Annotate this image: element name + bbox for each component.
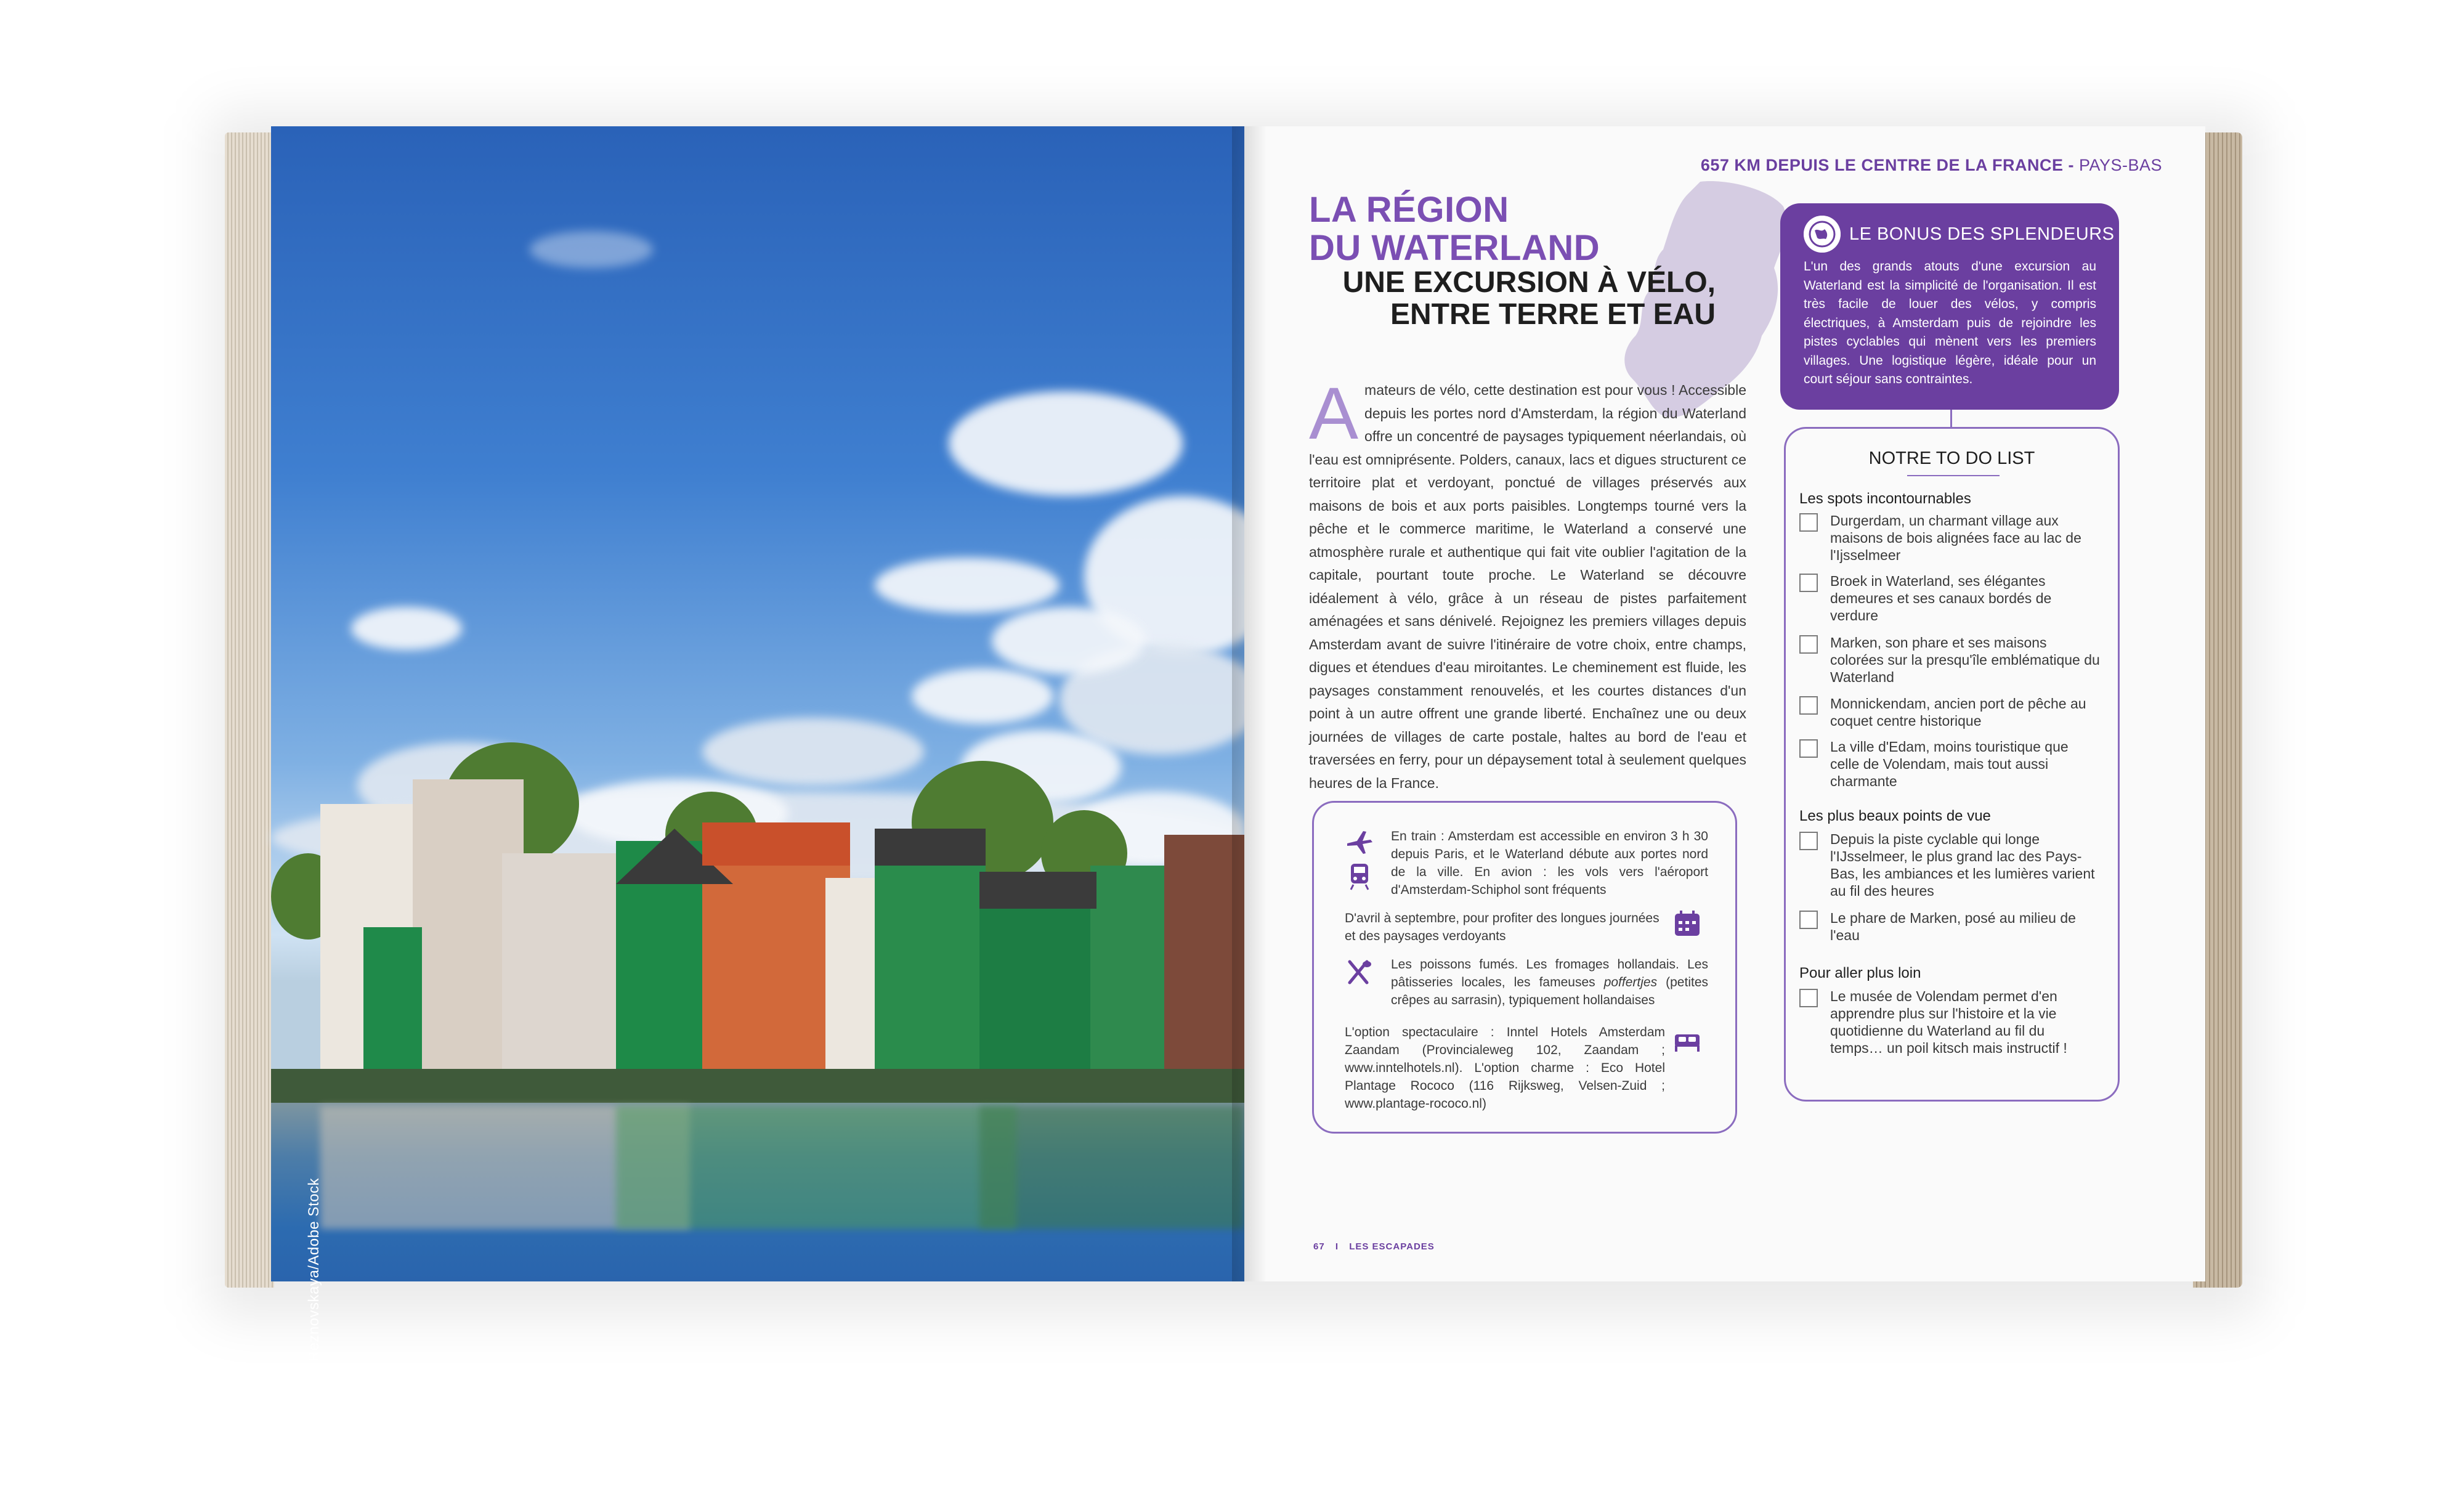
footer-section: LES ESCAPADES <box>1349 1241 1435 1252</box>
food-info-text: Les poissons fumés. Les fromages hollandais. Les pâtisseries locales, les fameuses <box>1391 957 1708 989</box>
cloud <box>949 391 1183 496</box>
left-page-photo <box>271 126 1244 1423</box>
plane-icon <box>1345 827 1374 857</box>
globe-icon <box>1804 216 1841 253</box>
shore <box>271 1069 1244 1106</box>
todo-item-text: Monnickendam, ancien port de pêche au coquet centre historique <box>1830 696 2086 729</box>
food-info-text-end: (petites crêpes au sarrasin), typiquement hollandaises <box>1391 975 1708 1007</box>
bed-icon <box>1672 1026 1702 1055</box>
todo-item-text: Depuis la piste cyclable qui longe l'IJsselmeer, le plus grand lac des Pays-Bas, les ambiances et les lumières varient au fil des heures <box>1830 831 2095 899</box>
drop-cap: A <box>1309 372 1359 455</box>
todo-item-text: Le musée de Volendam permet d'en apprendre plus sur l'histoire et la vie quotidienne du Waterland au fil du temps… un poil kitsch mais instructif ! <box>1830 988 2067 1056</box>
bonus-box <box>1780 203 2119 410</box>
todo-checkbox[interactable] <box>1799 832 1818 850</box>
food-info <box>1391 956 1708 1009</box>
house <box>875 853 986 1094</box>
todo-list-box <box>1784 427 2120 1102</box>
page-number: 67 <box>1313 1241 1325 1252</box>
todo-checkbox[interactable] <box>1799 911 1818 929</box>
running-head-country: PAYS-BAS <box>2078 156 2162 174</box>
page-footer <box>1313 1241 1435 1252</box>
todo-checkbox[interactable] <box>1799 574 1818 592</box>
house <box>979 896 1096 1094</box>
practical-info-box <box>1312 801 1737 1134</box>
transport-info: En train : Amsterdam est accessible en environ 3 h 30 depuis Paris, et le Waterland débute aux portes nord de la ville. En avion : les vols vers l'aéroport d'Amsterdam-Schiphol sont fréquents <box>1391 829 1708 897</box>
todo-section-heading: Pour aller plus loin <box>1799 965 1921 981</box>
bonus-text: L'un des grands atouts d'une excursion au Waterland est la simplicité de l'organisation. Il est très facile de louer des vélos, y compris électriques, à Amsterdam puis de rejoindre les pistes cyclables qui mènent vers les premiers villages. Une logistique légère, idéale pour un court séjour sans contraintes. <box>1804 259 2096 386</box>
todo-item-text: Le phare de Marken, posé au milieu de l'eau <box>1830 910 2076 943</box>
todo-item-text: Broek in Waterland, ses élégantes demeures et ses canaux bordés de verdure <box>1830 573 2052 623</box>
photo-credit: © Tanya Reznovskaya/Adobe Stock <box>306 1178 322 1423</box>
reflection <box>616 1106 1016 1229</box>
article-subtitle <box>1315 267 1716 331</box>
article-subtitle-line2: ENTRE TERRE ET EAU <box>1390 298 1716 331</box>
season-info: D'avril à septembre, pour profiter des longues journées et des paysages verdoyants <box>1345 911 1660 943</box>
cutlery-icon <box>1345 958 1374 988</box>
book-gutter <box>1232 126 1281 1281</box>
cloud <box>702 718 924 785</box>
todo-title-underline <box>1907 475 2000 476</box>
article-title-line2: DU WATERLAND <box>1309 228 1600 268</box>
cloud <box>992 607 1146 675</box>
article-title <box>1309 191 1802 267</box>
footer-separator: I <box>1335 1241 1339 1252</box>
cloud <box>875 558 1060 613</box>
bonus-title: LE BONUS DES SPLENDEURS <box>1849 224 2115 244</box>
todo-section-heading: Les spots incontournables <box>1799 490 1971 507</box>
running-head-main: 657 KM DEPUIS LE CENTRE DE LA FRANCE <box>1700 156 2064 174</box>
hotel-info: L'option spectaculaire : Inntel Hotels Amsterdam Zaandam (Provincialeweg 102, Zaandam ; www.inntelhotels.nl). L'option charme : Eco Hotel Plantage Rococo (116 Rijksweg, Velsen-Zuid ; www.plantage-rococo.nl) <box>1345 1025 1665 1111</box>
roof <box>702 822 850 866</box>
article-title-line1: LA RÉGION <box>1309 190 1509 230</box>
article-subtitle-line1: UNE EXCURSION À VÉLO, <box>1342 266 1716 299</box>
todo-checkbox[interactable] <box>1799 739 1818 758</box>
todo-checkbox[interactable] <box>1799 989 1818 1007</box>
todo-checkbox[interactable] <box>1799 635 1818 654</box>
todo-section-heading: Les plus beaux points de vue <box>1799 808 1991 824</box>
cloud <box>530 231 653 268</box>
box-connector <box>1950 410 1952 427</box>
article-body-text: mateurs de vélo, cette destination est pour vous ! Accessible depuis les portes nord d'Amsterdam, la région du Waterland offre un concentré de paysages typiquement néerlandais, où l'eau est omniprésente. Polders, canaux, lacs et digues structurent ce territoire plat et verdoyant, ponctué de villages préservés aux maisons de bois et aux ports paisibles. Longtemps tourné vers la pêche et le commerce maritime, le Waterland a conservé une atmosphère rurale et authentique qui fait vite oublier l'agitation de la capitale, pourtant toute proche. Le Waterland se découvre idéalement à vélo, grâce à un réseau de pistes parfaitement aménagées et sans dénivelé. Rejoignez les premiers villages depuis Amsterdam avant de suivre l'itinéraire de votre choix, entre champs, digues et étendues d'eau miroitantes. Le cheminement est fluide, les paysages constamment renouvelés, et les courtes distances d'un point à un autre offrent une grande liberté. Enchaînez une ou deux journées de villages de carte postale, haltes au bord de l'eau et traversées en ferry, pour un dépaysement total à seulement quelques heures de la France. <box>1309 382 1746 791</box>
reflection <box>979 1106 1244 1229</box>
todo-checkbox[interactable] <box>1799 513 1818 532</box>
roof <box>979 872 1096 909</box>
page-edges-left <box>225 132 274 1288</box>
roof <box>875 829 986 866</box>
cloud <box>912 668 1053 724</box>
calendar-icon <box>1672 909 1702 938</box>
cloud <box>351 607 462 650</box>
todo-checkbox[interactable] <box>1799 696 1818 715</box>
todo-item-text: La ville d'Edam, moins touristique que celle de Volendam, mais tout aussi charmante <box>1830 739 2069 789</box>
todo-title: NOTRE TO DO LIST <box>1868 449 2035 468</box>
right-page <box>1244 126 2205 1281</box>
todo-item-text: Marken, son phare et ses maisons colorées sur la presqu'île emblématique du Waterland <box>1830 635 2100 685</box>
train-icon <box>1345 861 1374 891</box>
article-body <box>1309 372 1746 795</box>
food-info-emphasis: poffertjes <box>1603 975 1658 989</box>
todo-item-text: Durgerdam, un charmant village aux maisons de bois alignées face au lac de l'Ijsselmeer <box>1830 513 2081 563</box>
running-head-separator: - <box>2063 156 2079 174</box>
